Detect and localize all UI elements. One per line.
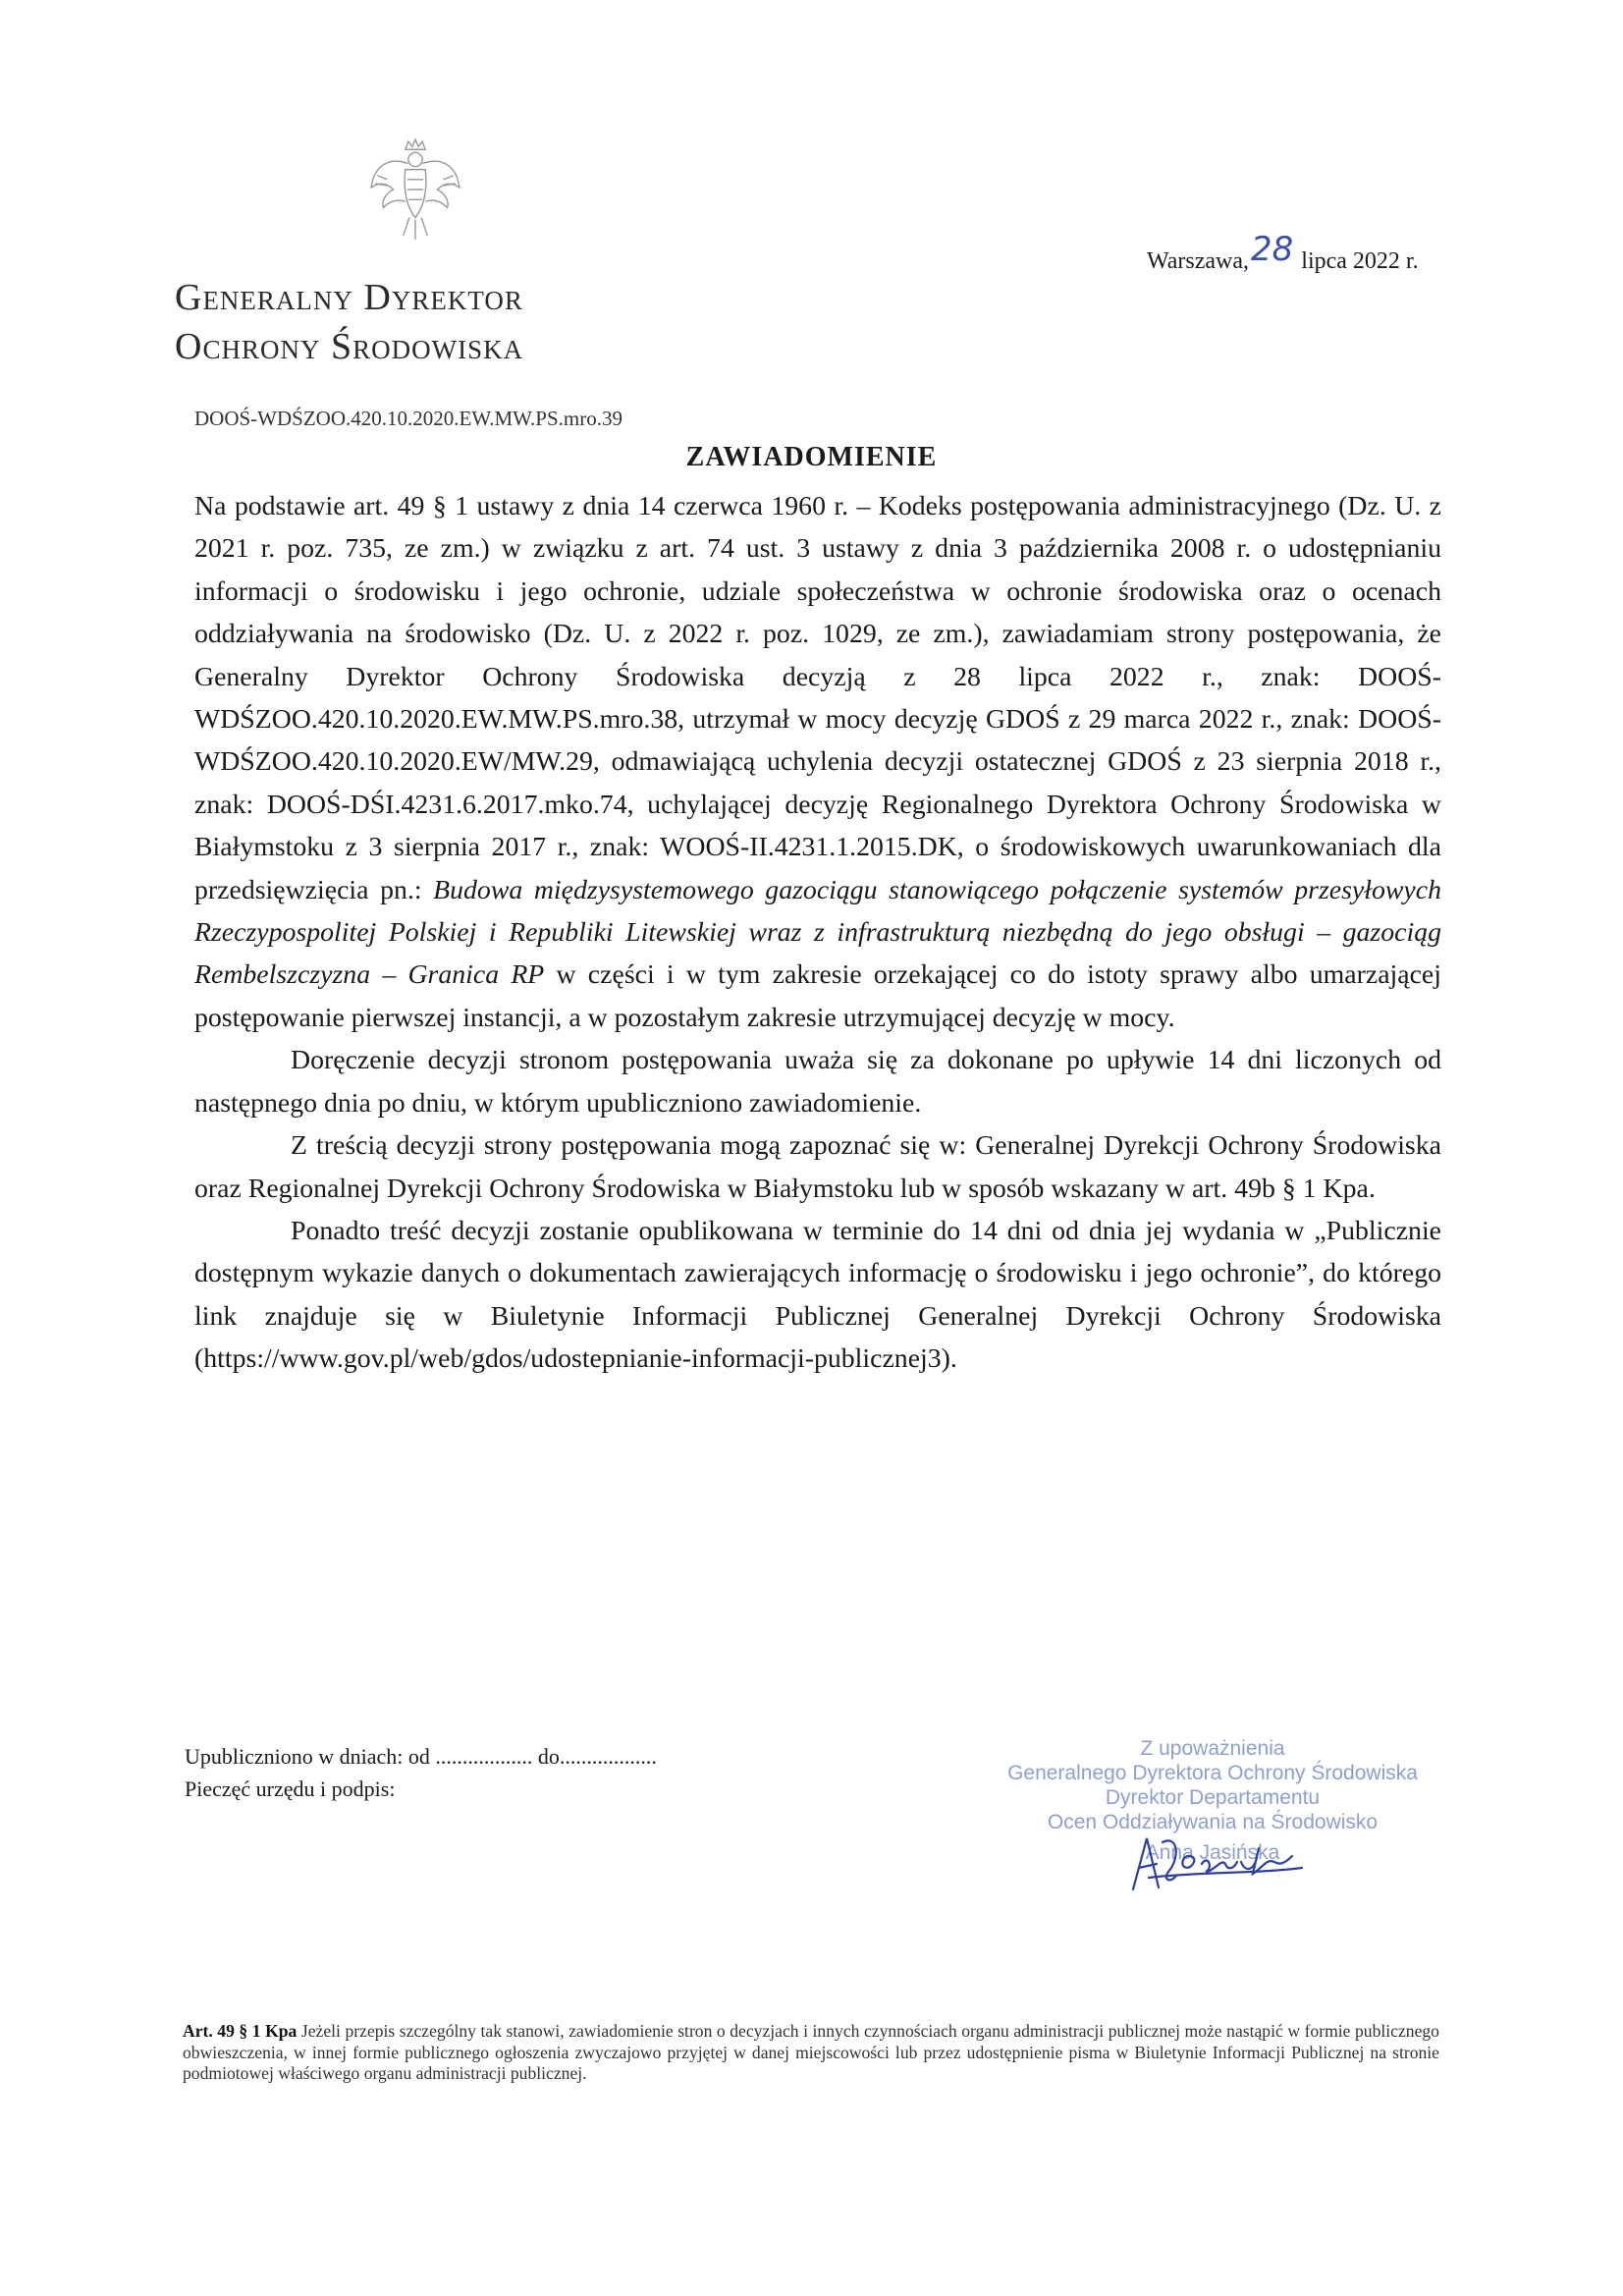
paragraph-1-text-a: Na podstawie art. 49 § 1 ustawy z dnia 14 czerwca 1960 r. – Kodeks postępowania administracyjnego (Dz. U. z 2021 r. poz. 735, ze zm.) w związku z art. 74 ust. 3 ustawy z dnia 3 października 2008 r. o udostępnianiu informacji o środowisku i jego ochronie, udziale społeczeństwa w ochronie środowiska oraz o ocenach oddziaływania na środowisko (Dz. U. z 2022 r. poz. 1029, ze zm.), zawiadamiam strony postępowania, że Generalny Dyrektor Ochrony Środowiska decyzją z 28 lipca 2022 r., znak: DOOŚ-WDŚZOO.420.10.2020.EW.MW.PS.mro.38, utrzymał w mocy decyzję GDOŚ z 29 marca 2022 r., znak: DOOŚ-WDŚZOO.420.10.2020.EW/MW.29, odmawiającą uchylenia decyzji ostatecznej GDOŚ z 23 sierpnia 2018 r., znak: DOOŚ-DŚI.4231.6.2017.mko.74, uchylającej decyzję Regionalnego Dyrektora Ochrony Środowiska w Białymstoku z 3 sierpnia 2017 r., znak: WOOŚ-II.4231.1.2015.DK, o środowiskowych uwarunkowaniach dla przedsięwzięcia pn.: xyxy=(194,491,1441,905)
authority-line-1: Generalny Dyrektor xyxy=(175,277,523,318)
stamp-name: Anna Jasińska xyxy=(1145,1841,1280,1864)
document-body xyxy=(194,485,1441,1381)
paragraph-1-text-b: w części i w tym zakresie orzekającej co do istoty sprawy albo umarzającej postępowanie pierwszej instancji, a w pozostałym zakresie utrzymującej decyzję w mocy. xyxy=(194,959,1441,1033)
reference-number: DOOŚ-WDŚZOO.420.10.2020.EW.MW.PS.mro.39 xyxy=(194,407,622,430)
place-and-date xyxy=(1147,230,1419,277)
place-date-prefix: Warszawa, xyxy=(1147,248,1250,274)
place-date-suffix: lipca 2022 r. xyxy=(1301,248,1419,274)
paragraph-2: Doręczenie decyzji stronom postępowania uważa się za dokonane po upływie 14 dni liczonych od następnego dnia po dniu, w którym upubliczniono zawiadomienie. xyxy=(194,1045,1441,1119)
stamp-line-2: Generalnego Dyrektora Ochrony Środowiska xyxy=(1007,1762,1418,1784)
stamp-line-4: Ocen Oddziaływania na Środowisko xyxy=(1047,1811,1379,1833)
authority-line-2: Ochrony Środowiska xyxy=(175,326,524,367)
footnote-label: Art. 49 § 1 Kpa xyxy=(183,2021,298,2041)
stamp-line-3: Dyrektor Departamentu xyxy=(1105,1786,1321,1809)
footnote-text: Jeżeli przepis szczególny tak stanowi, zawiadomienie stron o decyzjach i innych czynnościach organu administracji publicznej może nastąpić w formie publicznego obwieszczenia, w innej formie publicznego ogłoszenia zwyczajowo przyjętej w danej miejscowości lub przez udostępnienie pisma w Biuletynie Informacji Publicznej na stronie podmiotowej właściwego organu administracji publicznej. xyxy=(183,2021,1439,2083)
stamp-line-1: Z upoważnienia xyxy=(1140,1737,1285,1760)
paragraph-1 xyxy=(194,485,1441,1039)
footnote xyxy=(183,2021,1439,2085)
paragraph-4: Ponadto treść decyzji zostanie opublikowana w terminie do 14 dni od dnia jej wydania w „Publicznie dostępnym wykazie danych o dokumentach zawierających informację o środowisku i jego ochronie”, do którego link znajduje się w Biuletynie Informacji Publicznej Generalnej Dyrekcji Ochrony Środowiska (https://www.gov.pl/web/gdos/udostepnianie-informacji-publicznej3). xyxy=(194,1215,1441,1375)
project-name: Budowa międzysystemowego gazociągu stanowiącego połączenie systemów przesyłowych Rzeczypospolitej Polskiej i Republiki Litewskiej wraz z infrastrukturą niezbędną do jego obsługi – gazociąg Rembelszczyzna – Granica RP xyxy=(194,874,1441,991)
publication-block xyxy=(185,1740,657,1805)
paragraph-3: Z treścią decyzji strony postępowania mogą zapoznać się w: Generalnej Dyrekcji Ochrony Środowiska oraz Regionalnej Dyrekcji Ochrony Środowiska w Białymstoku lub w sposób wskazany w art. 49b § 1 Kpa. xyxy=(194,1130,1441,1204)
polish-eagle-emblem xyxy=(365,136,465,246)
handwritten-day: 28 xyxy=(1251,230,1294,269)
handwritten-signature xyxy=(1119,1829,1316,1897)
seal-and-signature-label: Pieczęć urzędu i podpis: xyxy=(185,1777,396,1801)
document-title: ZAWIADOMIENIE xyxy=(685,442,938,472)
publication-dates: Upubliczniono w dniach: od .................. do.................. xyxy=(185,1744,657,1769)
issuing-authority xyxy=(175,273,523,371)
